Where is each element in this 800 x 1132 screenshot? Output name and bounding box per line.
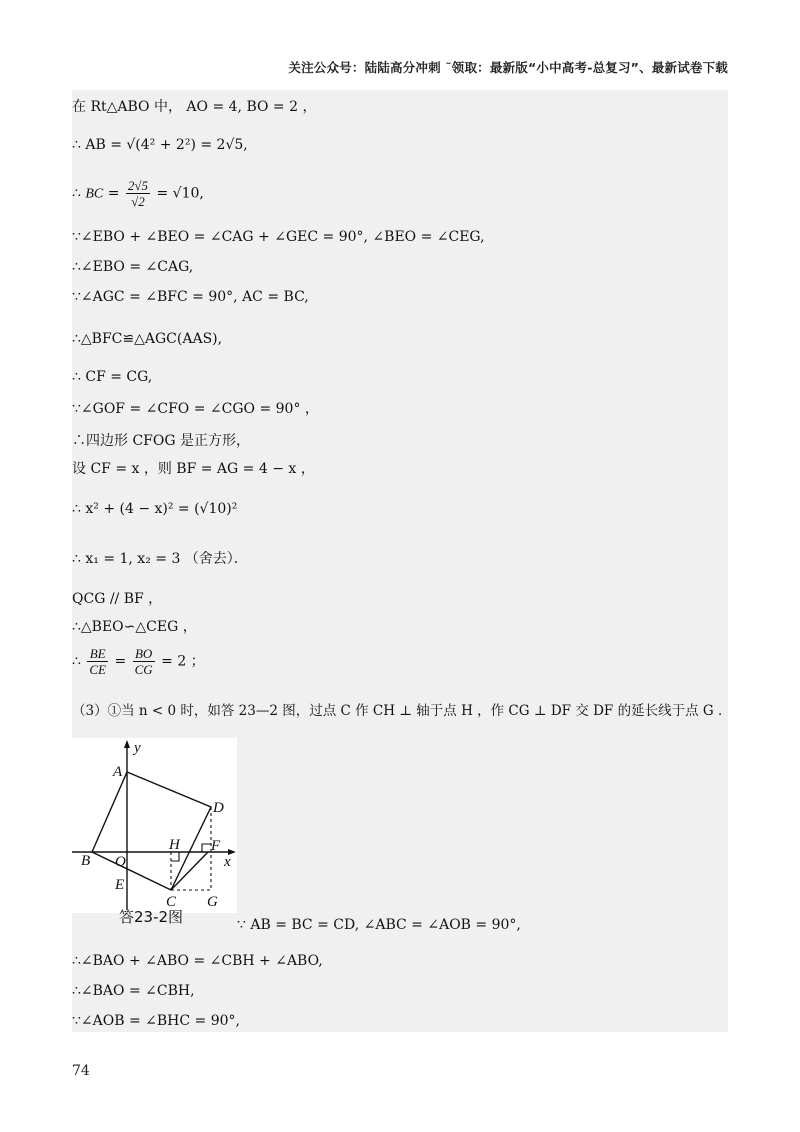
figure-caption: 答23-2图 [119, 908, 184, 926]
page-header: 关注公众号：陆陆高分冲刺 ˜领取：最新版“小中高考-总复习”、最新试卷下载 [288, 60, 728, 75]
text-line-3: ∴ BC = $\frac{2√5}{√2}$ = √10, [72, 178, 204, 209]
text-line-7: ∴△BFC≌△AGC(AAS), [72, 331, 223, 347]
segment-cf [171, 852, 208, 890]
text-line-6: ∵∠AGC = ∠BFC = 90°, AC = BC, [72, 289, 309, 305]
text-line-1: 在 Rt△ABO 中， AO = 4, BO = 2 ， [72, 99, 317, 115]
fraction-bo-cg: $\frac{BO}{CG}$ [134, 646, 153, 677]
text-line-14: QCG // BF ， [72, 591, 163, 607]
label-b: B [81, 853, 91, 869]
text-line-10: ∴四边形 CFOG 是正方形， [72, 433, 250, 449]
fraction-bc: $\frac{2√5}{√2}$ [127, 178, 149, 209]
label-y: y [134, 740, 141, 756]
text-line-4: ∵∠EBO + ∠BEO = ∠CAG + ∠GEC = 90°, ∠BEO = ∠CEG, [72, 229, 485, 245]
text-line-15: ∴△BEO∽△CEG ， [72, 619, 197, 635]
text-line-17: （3）①当 n < 0 时，如答 23—2 图，过点 C 作 CH ⊥ 轴于点 H ，作 CG ⊥ DF 交 DF 的延长线于点 G ． [72, 703, 732, 719]
text-line-5: ∴∠EBO = ∠CAG, [72, 259, 194, 275]
label-d: D [213, 800, 224, 816]
text-line-13: ∴ x₁ = 1, x₂ = 3 （舍去）． [72, 551, 248, 567]
fraction-be-ce: $\frac{BE}{CE}$ [89, 646, 106, 677]
text-line-21: ∵∠AOB = ∠BHC = 90°, [72, 1013, 240, 1029]
text-line-2: ∴ AB = √(4² + 2²) = 2√5, [72, 137, 248, 153]
text-line-11: 设 CF = x ，则 BF = AG = 4 − x ， [72, 461, 315, 477]
right-angle-h [171, 852, 179, 861]
label-e: E [115, 877, 125, 893]
text-line-18: ∵ AB = BC = CD, ∠ABC = ∠AOB = 90°, [237, 917, 521, 933]
text-line-20: ∴∠BAO = ∠CBH, [72, 983, 195, 999]
geometry-figure [72, 738, 237, 913]
text-line-16: ∴ $\frac{BE}{CE}$ = $\frac{BO}{CG}$ = 2 ； [72, 646, 205, 677]
text-line-12: ∴ x² + (4 − x)² = (√10)² [72, 501, 238, 517]
label-c: C [166, 894, 177, 910]
label-a: A [113, 764, 123, 780]
solution-content [72, 90, 732, 1032]
right-angle-f [202, 844, 211, 852]
square-abcd [92, 772, 211, 890]
figure-svg [72, 738, 237, 913]
page-number: 74 [72, 1063, 90, 1079]
label-g: G [207, 894, 218, 910]
label-o: O [115, 854, 126, 870]
text-line-9: ∵∠GOF = ∠CFO = ∠CGO = 90° ， [72, 401, 319, 417]
y-axis-arrow [124, 740, 130, 748]
text-line-8: ∴ CF = CG, [72, 369, 153, 385]
text-line-19: ∴∠BAO + ∠ABO = ∠CBH + ∠ABO, [72, 953, 323, 969]
label-f: F [211, 838, 221, 854]
label-x: x [224, 854, 231, 870]
label-h: H [169, 837, 180, 853]
